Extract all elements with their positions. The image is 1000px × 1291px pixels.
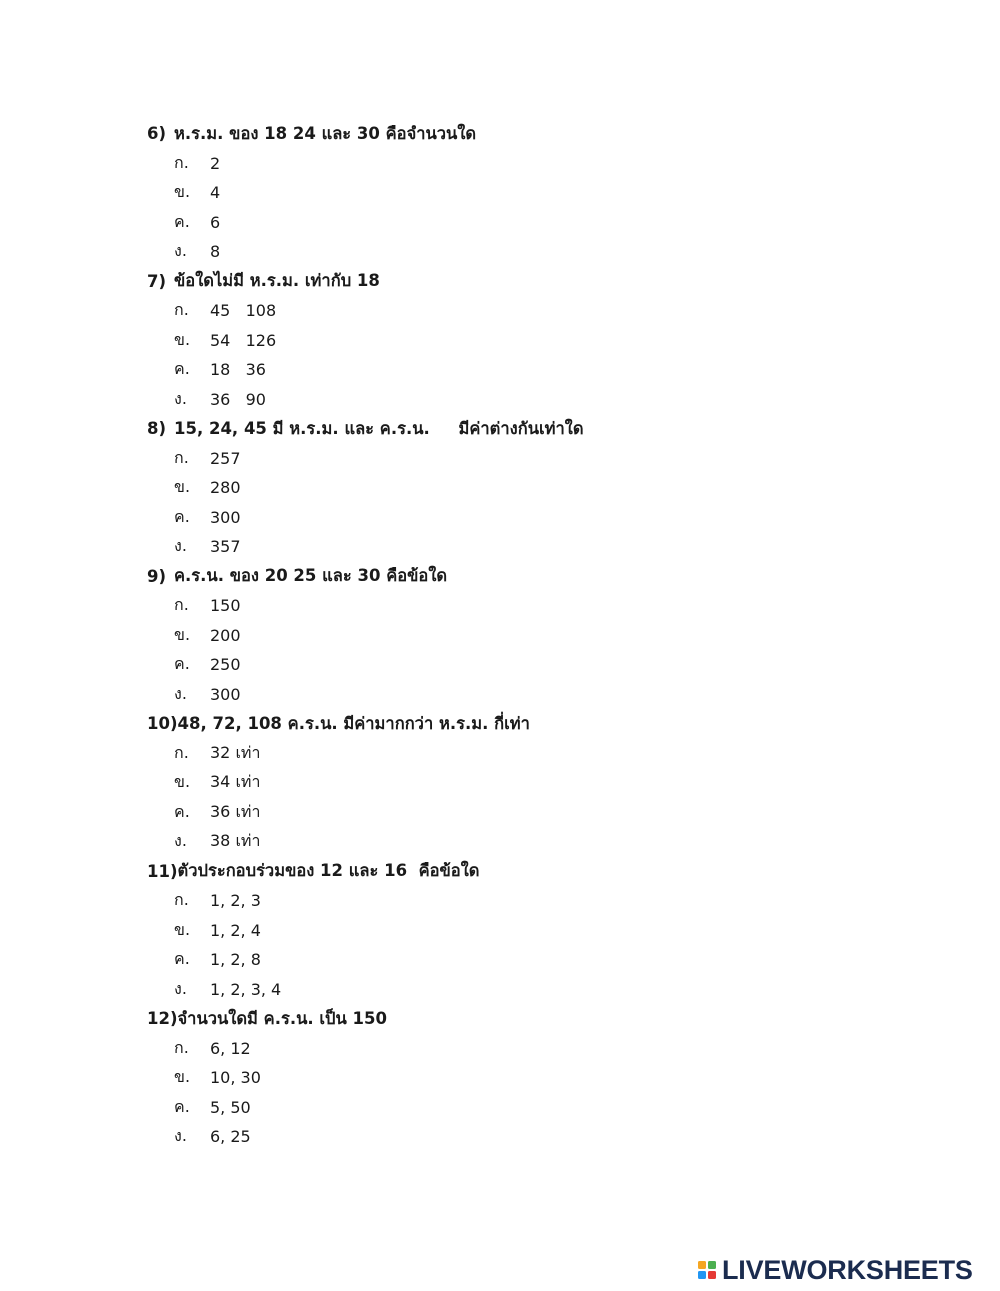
option-label: ค. bbox=[174, 1096, 190, 1116]
option-label: ก. bbox=[174, 447, 189, 467]
logo-square-icon bbox=[698, 1271, 706, 1279]
logo-square-icon bbox=[698, 1261, 706, 1269]
option-label: ก. bbox=[174, 742, 189, 762]
option-text: 10, 30 bbox=[210, 1068, 261, 1088]
option-label: ค. bbox=[174, 801, 190, 821]
option-text: 357 bbox=[210, 537, 241, 557]
option-label: ข. bbox=[174, 182, 191, 202]
answer-option[interactable] bbox=[0, 149, 1000, 179]
option-label: ก. bbox=[174, 1037, 189, 1057]
worksheet-content bbox=[0, 119, 1000, 1152]
option-label: ง. bbox=[174, 241, 187, 261]
option-text: 280 bbox=[210, 478, 241, 498]
answer-option[interactable] bbox=[0, 532, 1000, 562]
question-number: 6) bbox=[147, 124, 167, 144]
option-text: 1, 2, 3 bbox=[210, 891, 261, 911]
question-7 bbox=[0, 267, 1000, 415]
option-text: 36 90 bbox=[210, 389, 266, 409]
question-number: 9) bbox=[147, 566, 167, 586]
question-stem bbox=[0, 562, 1000, 592]
question-text: ตัวประกอบร่วมของ 12 และ 16 คือข้อใด bbox=[177, 861, 480, 881]
question-text: ข้อใดไม่มี ห.ร.ม. เท่ากับ 18 bbox=[174, 271, 380, 291]
question-number: 11) bbox=[147, 861, 178, 881]
option-text: 1, 2, 4 bbox=[210, 920, 261, 940]
option-label: ค. bbox=[174, 359, 190, 379]
option-label: ค. bbox=[174, 211, 190, 231]
answer-option[interactable] bbox=[0, 355, 1000, 385]
answer-option[interactable] bbox=[0, 296, 1000, 326]
answer-option[interactable] bbox=[0, 945, 1000, 975]
logo-mark-icon bbox=[698, 1261, 716, 1279]
answer-option[interactable] bbox=[0, 1034, 1000, 1064]
question-stem bbox=[0, 1004, 1000, 1034]
option-text: 32 เท่า bbox=[210, 742, 261, 762]
option-text: 1, 2, 8 bbox=[210, 950, 261, 970]
option-text: 1, 2, 3, 4 bbox=[210, 979, 282, 999]
question-text: 48, 72, 108 ค.ร.น. มีค่ามากกว่า ห.ร.ม. กี่เท่า bbox=[177, 713, 530, 733]
answer-option[interactable] bbox=[0, 827, 1000, 857]
question-11 bbox=[0, 857, 1000, 1005]
question-8 bbox=[0, 414, 1000, 562]
option-text: 8 bbox=[210, 242, 221, 262]
option-label: ข. bbox=[174, 919, 191, 939]
question-text: ห.ร.ม. ของ 18 24 และ 30 คือจำนวนใด bbox=[174, 123, 477, 143]
option-text: 250 bbox=[210, 655, 241, 675]
answer-option[interactable] bbox=[0, 237, 1000, 267]
option-label: ข. bbox=[174, 772, 191, 792]
option-label: ง. bbox=[174, 536, 187, 556]
question-stem bbox=[0, 414, 1000, 444]
logo-square-icon bbox=[708, 1271, 716, 1279]
option-text: 2 bbox=[210, 153, 221, 173]
answer-option[interactable] bbox=[0, 208, 1000, 238]
option-text: 4 bbox=[210, 183, 221, 203]
answer-option[interactable] bbox=[0, 975, 1000, 1005]
option-text: 38 เท่า bbox=[210, 831, 261, 851]
answer-option[interactable] bbox=[0, 473, 1000, 503]
question-stem bbox=[0, 119, 1000, 149]
answer-option[interactable] bbox=[0, 326, 1000, 356]
answer-option[interactable] bbox=[0, 739, 1000, 769]
option-text: 34 เท่า bbox=[210, 772, 261, 792]
answer-option[interactable] bbox=[0, 650, 1000, 680]
answer-option[interactable] bbox=[0, 916, 1000, 946]
option-label: ก. bbox=[174, 595, 189, 615]
option-label: ค. bbox=[174, 949, 190, 969]
option-label: ค. bbox=[174, 654, 190, 674]
option-text: 200 bbox=[210, 625, 241, 645]
option-label: ง. bbox=[174, 978, 187, 998]
answer-option[interactable] bbox=[0, 385, 1000, 415]
option-text: 300 bbox=[210, 507, 241, 527]
question-stem bbox=[0, 857, 1000, 887]
answer-option[interactable] bbox=[0, 1063, 1000, 1093]
option-label: ข. bbox=[174, 624, 191, 644]
question-10 bbox=[0, 709, 1000, 857]
question-number: 7) bbox=[147, 271, 167, 291]
answer-option[interactable] bbox=[0, 178, 1000, 208]
option-text: 257 bbox=[210, 448, 241, 468]
question-stem bbox=[0, 709, 1000, 739]
option-text: 36 เท่า bbox=[210, 801, 261, 821]
option-text: 6, 25 bbox=[210, 1127, 251, 1147]
option-label: ค. bbox=[174, 506, 190, 526]
question-stem bbox=[0, 267, 1000, 297]
question-text: ค.ร.น. ของ 20 25 และ 30 คือข้อใด bbox=[174, 566, 448, 586]
answer-option[interactable] bbox=[0, 591, 1000, 621]
option-text: 45 108 bbox=[210, 301, 277, 321]
option-text: 18 36 bbox=[210, 360, 266, 380]
question-6 bbox=[0, 119, 1000, 267]
logo-text: LIVEWORKSHEETS bbox=[722, 1254, 973, 1285]
option-text: 5, 50 bbox=[210, 1097, 251, 1117]
option-text: 150 bbox=[210, 596, 241, 616]
answer-option[interactable] bbox=[0, 1122, 1000, 1152]
question-number: 8) bbox=[147, 419, 167, 439]
question-9 bbox=[0, 562, 1000, 710]
option-label: ข. bbox=[174, 1067, 191, 1087]
question-number: 12) bbox=[147, 1009, 178, 1029]
answer-option[interactable] bbox=[0, 503, 1000, 533]
option-label: ง. bbox=[174, 1126, 187, 1146]
option-label: ข. bbox=[174, 477, 191, 497]
option-label: ง. bbox=[174, 831, 187, 851]
answer-option[interactable] bbox=[0, 1093, 1000, 1123]
answer-option[interactable] bbox=[0, 768, 1000, 798]
answer-option[interactable] bbox=[0, 621, 1000, 651]
option-text: 54 126 bbox=[210, 330, 277, 350]
answer-option[interactable] bbox=[0, 798, 1000, 828]
option-label: ง. bbox=[174, 683, 187, 703]
answer-option[interactable] bbox=[0, 680, 1000, 710]
question-text: 15, 24, 45 มี ห.ร.ม. และ ค.ร.น. มีค่าต่างกันเท่าใด bbox=[174, 418, 584, 438]
answer-option[interactable] bbox=[0, 886, 1000, 916]
option-text: 300 bbox=[210, 684, 241, 704]
option-label: ข. bbox=[174, 329, 191, 349]
question-12 bbox=[0, 1004, 1000, 1152]
question-text: จำนวนใดมี ค.ร.น. เป็น 150 bbox=[177, 1008, 387, 1028]
liveworksheets-logo[interactable] bbox=[698, 1255, 973, 1285]
option-label: ง. bbox=[174, 388, 187, 408]
question-number: 10) bbox=[147, 714, 178, 734]
option-label: ก. bbox=[174, 152, 189, 172]
logo-square-icon bbox=[708, 1261, 716, 1269]
option-text: 6, 12 bbox=[210, 1038, 251, 1058]
option-label: ก. bbox=[174, 300, 189, 320]
option-text: 6 bbox=[210, 212, 221, 232]
answer-option[interactable] bbox=[0, 444, 1000, 474]
option-label: ก. bbox=[174, 890, 189, 910]
